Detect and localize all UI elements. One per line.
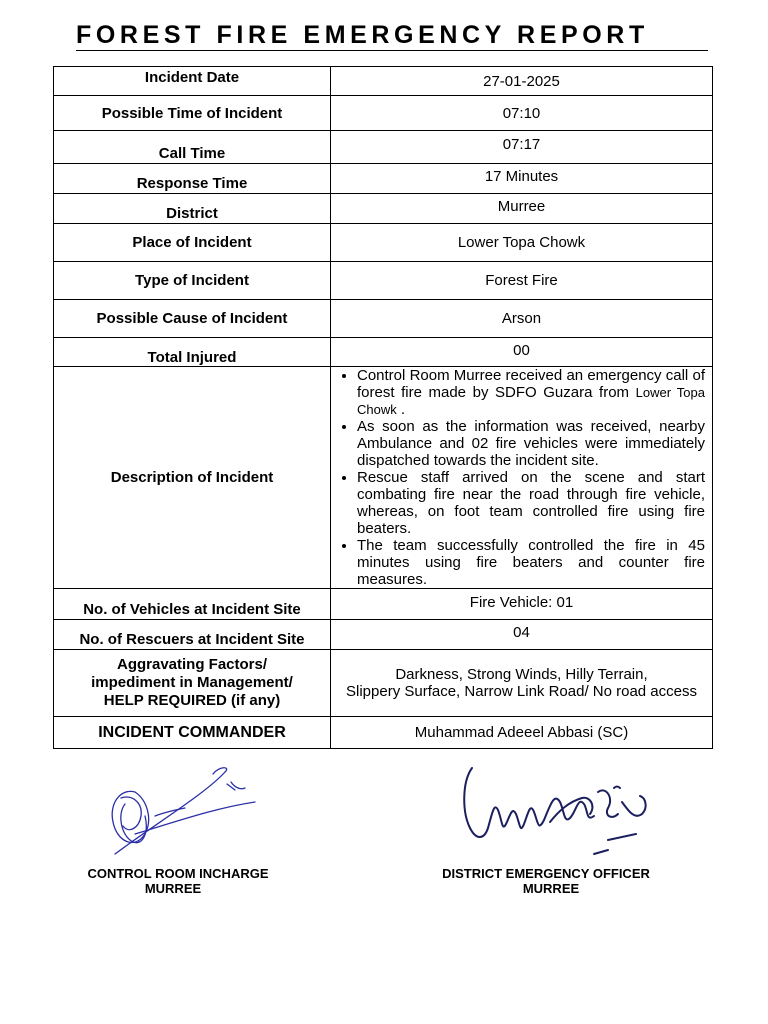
label-commander: INCIDENT COMMANDER (54, 717, 331, 749)
signature-left (95, 764, 265, 864)
row-type (54, 262, 713, 300)
label-place: Place of Incident (54, 224, 331, 262)
value-possible-time: 07:10 (331, 96, 713, 131)
signature-left-strokes (112, 768, 255, 854)
description-bullet: • The team successfully controlled the fire in 45 minutes using fire beaters and counter fire measures. (357, 537, 705, 588)
row-possible-time (54, 96, 713, 131)
value-vehicles: Fire Vehicle: 01 (331, 589, 713, 620)
row-rescuers (54, 620, 713, 650)
value-aggravating-line2: Slippery Surface, Narrow Link Road/ No road access (346, 683, 697, 700)
value-district: Murree (331, 194, 713, 224)
row-vehicles (54, 589, 713, 620)
label-aggravating-line1: Aggravating Factors/ (116, 656, 268, 673)
label-aggravating (54, 650, 331, 717)
description-bullet: • As soon as the information was received, nearby Ambulance and 02 fire vehicles were immediately dispatched towards the incident site. (357, 418, 705, 469)
row-aggravating (54, 650, 713, 717)
value-rescuers: 04 (331, 620, 713, 650)
label-district: District (54, 194, 331, 224)
signatory-right-location: MURREE (522, 881, 580, 896)
report-title: FOREST FIRE EMERGENCY REPORT (76, 20, 708, 51)
description-bullet-1-place: Lower Topa Chowk (357, 385, 705, 417)
label-call-time: Call Time (54, 131, 331, 164)
label-aggravating-line3: HELP REQUIRED (if any) (103, 692, 281, 709)
value-commander: Muhammad Adeeel Abbasi (SC) (331, 717, 713, 749)
row-injured (54, 338, 713, 367)
signatory-right (418, 866, 674, 896)
row-incident-date (54, 67, 713, 96)
label-type: Type of Incident (54, 262, 331, 300)
label-response-time: Response Time (54, 164, 331, 194)
label-rescuers: No. of Rescuers at Incident Site (54, 620, 331, 650)
label-description: Description of Incident (54, 367, 331, 589)
label-cause: Possible Cause of Incident (54, 300, 331, 338)
signature-right-strokes (464, 768, 645, 854)
value-response-time: 17 Minutes (331, 164, 713, 194)
signatory-left-title: CONTROL ROOM INCHARGE (87, 866, 269, 881)
value-injured: 00 (331, 338, 713, 367)
label-possible-time: Possible Time of Incident (54, 96, 331, 131)
row-place (54, 224, 713, 262)
description-bullet (357, 367, 705, 418)
row-commander (54, 717, 713, 749)
row-call-time (54, 131, 713, 164)
signature-right (458, 762, 658, 862)
signatory-right-title: DISTRICT EMERGENCY OFFICER (442, 866, 650, 881)
description-bullet-1-end: . (396, 401, 406, 418)
value-type: Forest Fire (331, 262, 713, 300)
row-description (54, 367, 713, 589)
signatory-left (60, 866, 296, 896)
value-aggravating (331, 650, 713, 717)
description-list (331, 367, 712, 588)
value-cause: Arson (331, 300, 713, 338)
value-description (331, 367, 713, 589)
label-vehicles: No. of Vehicles at Incident Site (54, 589, 331, 620)
signatory-left-location: MURREE (144, 881, 202, 896)
description-bullet: • Rescue staff arrived on the scene and start combating fire near the road through fire vehicle, whereas, on foot team controlled fire using fire beaters. (357, 469, 705, 537)
row-district (54, 194, 713, 224)
report-table (53, 66, 713, 749)
label-injured: Total Injured (54, 338, 331, 367)
value-aggravating-line1: Darkness, Strong Winds, Hilly Terrain, (395, 666, 648, 683)
label-aggravating-line2: impediment in Management/ (91, 674, 293, 691)
row-cause (54, 300, 713, 338)
value-incident-date: 27-01-2025 (331, 67, 713, 96)
label-incident-date: Incident Date (54, 67, 331, 96)
value-place: Lower Topa Chowk (331, 224, 713, 262)
row-response-time (54, 164, 713, 194)
value-call-time: 07:17 (331, 131, 713, 164)
description-bullet-1-text: Control Room Murree received an emergency call of forest fire made by SDFO Guzara from (357, 367, 705, 401)
